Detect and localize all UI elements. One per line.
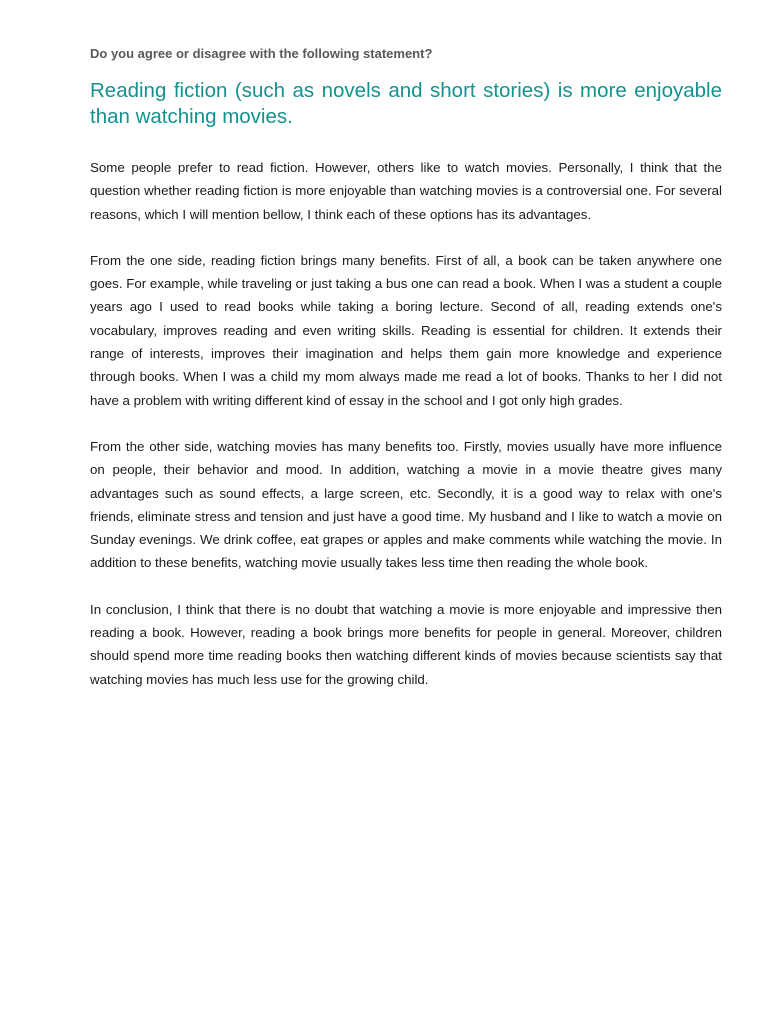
paragraph-movie-benefits: From the other side, watching movies has many benefits too. Firstly, movies usually have more influence on people, their behavior and mood. In addition, watching a movie in a movie theatre gives many advantages such as sound effects, a large screen, etc. Secondly, it is a good way to relax with one's friends, eliminate stress and tension and just have a good time. My husband and I like to watch a movie on Sunday evenings. We drink coffee, eat grapes or apples and make comments while watching the movie. In addition to these benefits, watching movie usually takes less time then reading the whole book. bbox=[90, 438, 722, 571]
paragraph-conclusion: In conclusion, I think that there is no doubt that watching a movie is more enjoyable and impressive then reading a book. However, reading a book brings more benefits for people in general. Moreover, children should spend more time reading books then watching different kinds of movies because scientists say that watching movies has much less use for the growing child. bbox=[90, 601, 722, 687]
essay-statement: Reading fiction (such as novels and short stories) is more enjoyable than watching movies. bbox=[90, 79, 722, 128]
paragraph-reading-benefits: From the one side, reading fiction brings many benefits. First of all, a book can be taken anywhere one goes. For example, while traveling or just taking a bus one can read a book. When I was a student a couple years ago I used to read books while taking a boring lecture. Second of all, reading extends one's vocabulary, improves reading and even writing skills. Reading is essential for children. It extends their range of interests, improves their imagination and helps them gain more knowledge and experience through books. When I was a child my mom always made me read a lot of books. Thanks to her I did not have a problem with writing different kind of essay in the school and I got only high grades. bbox=[90, 252, 722, 408]
document-content bbox=[90, 44, 722, 714]
paragraph-introduction: Some people prefer to read fiction. However, others like to watch movies. Personally, I think that the question whether reading fiction is more enjoyable than watching movies is a controversial one. For several reasons, which I will mention bellow, I think each of these options has its advantages. bbox=[90, 160, 722, 222]
essay-prompt: Do you agree or disagree with the following statement? bbox=[90, 46, 433, 61]
